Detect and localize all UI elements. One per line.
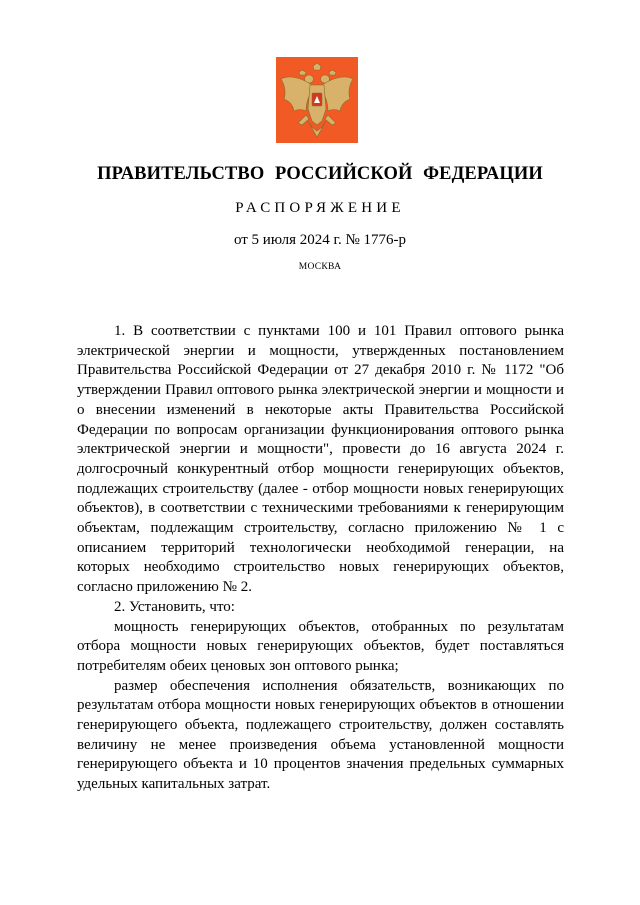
paragraph-1: 1. В соответствии с пунктами 100 и 101 Правил оптового рынка электрической энергии и мощности, утвержденных постановлением Правительства Российской Федерации от 27 декабря 2010 г. № 1172 "Об утверждении Правил оптового рынка электрической энергии и мощности и о внесении изменений в некоторые акты Правительства Российской Федерации по вопросам организации функционирования оптового рынка электрической энергии и мощности", провести до 16 августа 2024 г. долгосрочный конкурентный отбор мощности генерирующих объектов, подлежащих строительству (далее - отбор мощности новых генерирующих объектов), в соответствии с техническими требованиями к генерирующим объектам, подлежащим строительству, согласно приложению № 1 с описанием территорий технологически необходимой генерации, на которых необходимо строительство новых генерирующих объектов, согласно приложению № 2. <box>77 323 564 596</box>
document-type: РАСПОРЯЖЕНИЕ <box>235 200 405 216</box>
paragraph-2: 2. Установить, что: <box>114 598 235 615</box>
government-title: ПРАВИТЕЛЬСТВО РОССИЙСКОЙ ФЕДЕРАЦИИ <box>97 164 543 184</box>
document-date-number: от 5 июля 2024 г. № 1776-р <box>233 232 407 248</box>
paragraph-3: мощность генерирующих объектов, отобранных по результатам отбора мощности новых генерирующих объектов, будет поставляться потребителям обеих ценовых зон оптового рынка; <box>77 618 564 674</box>
coat-of-arms-icon <box>276 57 358 143</box>
paragraph-4: размер обеспечения исполнения обязательств, возникающих по результатам отбора мощности новых генерирующих объектов в отношении генерирующего объекта, подлежащего строительству, должен составлять величину не менее произведения объема установленной мощности генерирующего объекта и 10 процентов значения предельных суммарных удельных капитальных затрат. <box>77 677 564 793</box>
document-body <box>77 322 564 795</box>
document-city: МОСКВА <box>298 262 342 272</box>
